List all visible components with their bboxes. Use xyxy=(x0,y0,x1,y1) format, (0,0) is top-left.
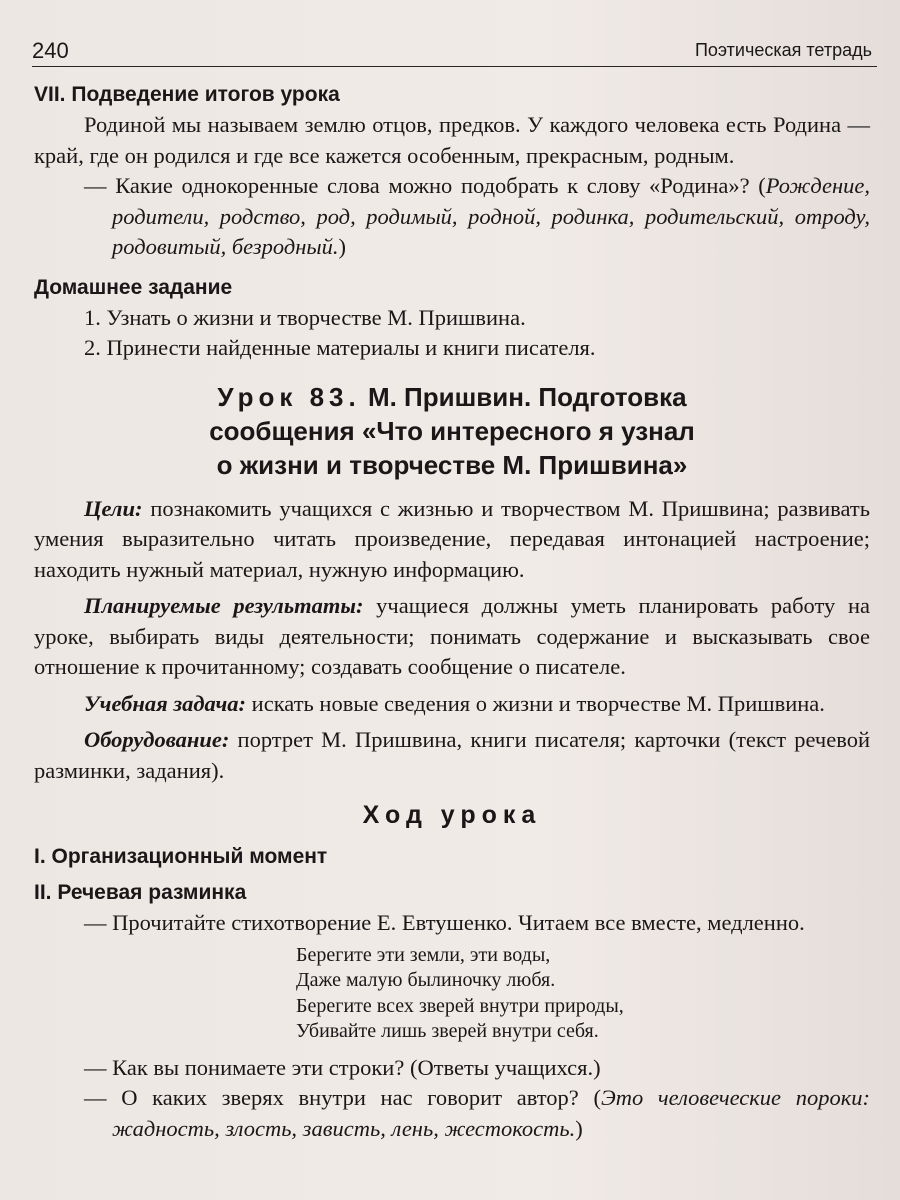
question-2 xyxy=(34,1083,870,1144)
results-label: Планируемые результаты: xyxy=(84,593,364,618)
summary-paragraph: Родиной мы называем землю отцов, предков. У каждого человека есть Родина — край, где он родился и где все кажется особенным, прекрасным, родным. xyxy=(34,112,870,168)
lesson-number: Урок 83. xyxy=(217,381,361,412)
homework-item: 2. Принести найденные материалы и книги писателя. xyxy=(84,335,596,360)
summary-question-close: ) xyxy=(338,234,346,259)
poem xyxy=(34,943,870,1045)
question-1: — Как вы понимаете эти строки? (Ответы учащихся.) xyxy=(84,1054,601,1080)
question-2-close: ) xyxy=(575,1115,583,1141)
homework-item: 1. Узнать о жизни и творчестве М. Пришвина. xyxy=(84,304,526,330)
question-2-lead: — О каких зверях внутри нас говорит автор? ( xyxy=(84,1085,601,1110)
equipment-label: Оборудование: xyxy=(84,727,230,752)
goals-label: Цели: xyxy=(84,495,143,521)
lesson-goals xyxy=(34,494,870,586)
equipment-text: портрет М. Пришвина, книги писателя; карточки (текст речевой разминки, задания). xyxy=(34,727,870,783)
running-title: Поэтическая тетрадь xyxy=(694,40,872,60)
question-2-answer: Это человеческие пороки: жадность, злость, зависть, лень, жестокость. xyxy=(112,1085,870,1141)
header-rule xyxy=(32,66,877,67)
summary-question-lead: — Какие однокоренные слова можно подобрать к слову «Родина»? ( xyxy=(84,173,766,198)
homework-heading: Домашнее задание xyxy=(34,275,233,299)
poem-line: Берегите всех зверей внутри природы, xyxy=(296,994,624,1017)
poem-line: Даже малую былиночку любя. xyxy=(296,969,556,991)
warmup-heading: II. Речевая разминка xyxy=(34,881,247,904)
lesson-task xyxy=(34,689,870,720)
lesson-title xyxy=(34,380,870,482)
lesson-title-line3: о жизни и творчестве М. Пришвина» xyxy=(216,449,688,480)
page-number: 240 xyxy=(32,38,69,63)
lesson-results xyxy=(34,591,870,683)
summary-heading: VII. Подведение итогов урока xyxy=(34,83,340,106)
lesson-title-line2: сообщения «Что интересного я узнал xyxy=(209,415,695,446)
lesson-title-line1: М. Пришвин. Подготовка xyxy=(367,381,687,412)
poem-line: Убивайте лишь зверей внутри себя. xyxy=(296,1020,599,1042)
lesson-equipment xyxy=(34,725,870,786)
course-heading: Ход урока xyxy=(362,801,542,829)
summary-question-answer: Рождение, родители, родство, род, родимый, родной, родинка, родительский, отроду, родовитый, безродный. xyxy=(112,173,870,259)
page-header xyxy=(32,34,872,64)
task-text: искать новые сведения о жизни и творчестве М. Пришвина. xyxy=(251,690,825,716)
results-text: учащиеся должны уметь планировать работу на уроке, выбирать виды деятельности; понимать содержание и высказывать свое отношение к прочитанному; создавать сообщение о писателе. xyxy=(34,593,870,679)
task-label: Учебная задача: xyxy=(84,690,247,716)
goals-text: познакомить учащихся с жизнью и творчеством М. Пришвина; развивать умения выразительно читать произведение, передавая интонацией настроение; находить нужный материал, нужную информацию. xyxy=(34,495,871,582)
poem-line: Берегите эти земли, эти воды, xyxy=(296,943,551,966)
page-content xyxy=(34,80,870,1144)
org-heading: I. Организационный момент xyxy=(34,845,328,868)
summary-question xyxy=(34,171,870,263)
warmup-instruction: — Прочитайте стихотворение Е. Евтушенко. Читаем все вместе, медленно. xyxy=(84,910,805,935)
